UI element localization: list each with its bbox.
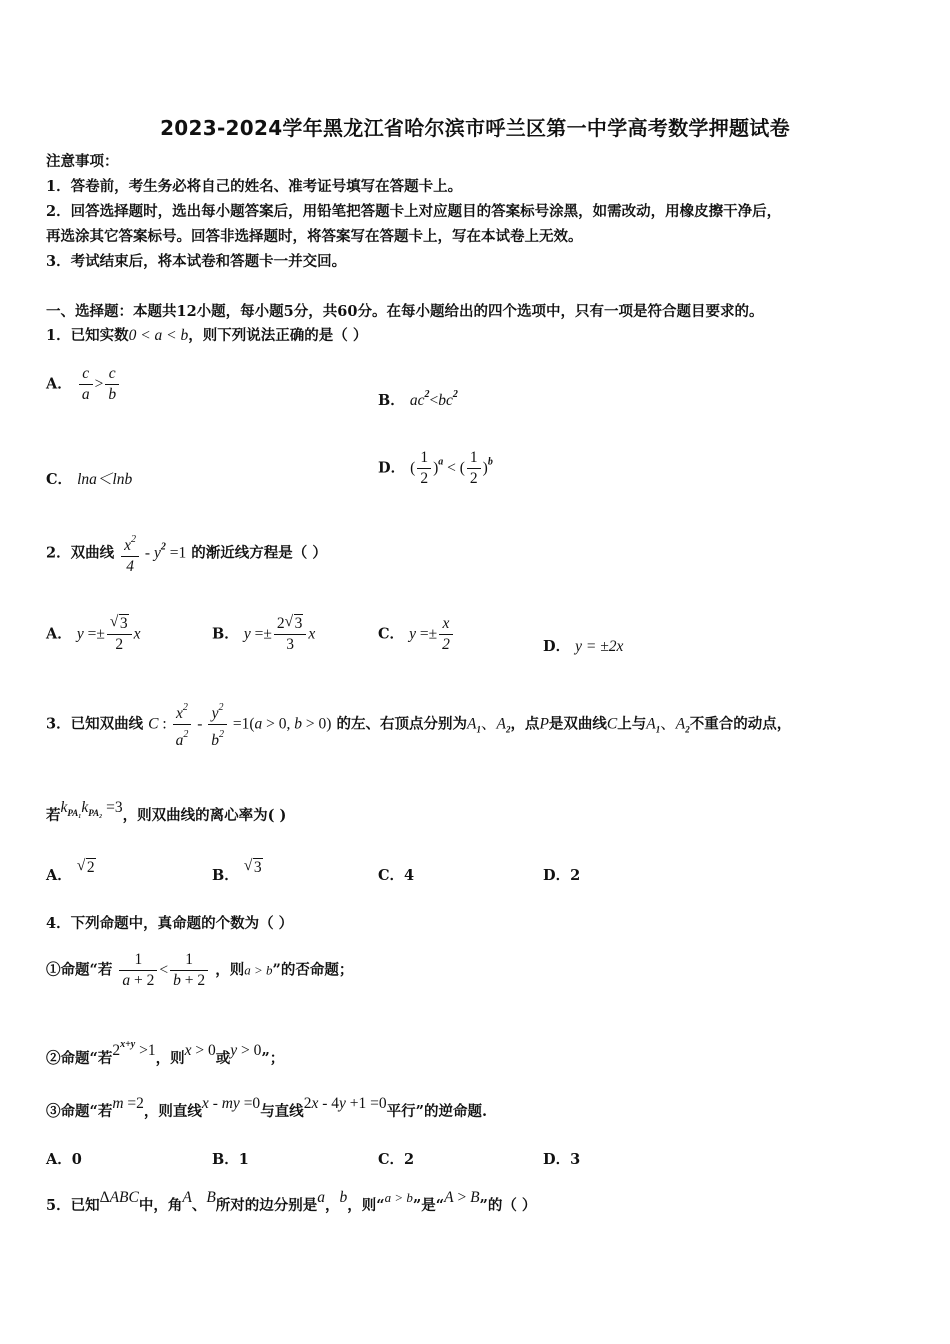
q4-option-d[interactable]: D．3 [543,1151,581,1168]
q2-option-c[interactable]: C． y =± $\frac{x}{2}$ [378,614,455,655]
notice-item-3: 3．考试结束后，将本试卷和答题卡一并交回。 [46,253,347,270]
question-4-stem: 4．下列命题中，真命题的个数为（ ） [46,915,294,932]
question-1-stem: 1．已知实数0 < a < b，则下列说法正确的是（ ） [46,327,368,344]
q1-option-a[interactable]: A． $\frac{c}{a}$ > $\frac{c}{b}$ [46,364,121,405]
q1-option-b[interactable]: B． $ac^2<bc^2$ [378,389,458,409]
q1-condition: 0 < a < b [128,327,189,344]
notice-item-2: 2．回答选择题时，选出每小题答案后，用铅笔把答题卡上对应题目的答案标号涂黑，如需改动，用橡皮擦干净后， [46,203,782,220]
q3-option-c[interactable]: C．4 [378,867,415,884]
question-2-stem: 2．双曲线 $\frac{x^2}{4}$ - $y^2 =1$ 的渐近线方程是（ ） [46,530,327,577]
q3-option-d[interactable]: D．2 [543,867,581,884]
q4-option-c[interactable]: C．2 [378,1151,415,1168]
question-3-stem-cont: 若$k_{PA_1}k_{PA_2} =3$，则双曲线的离心率为( ) [46,799,287,824]
page-title: 2023-2024学年黑龙江省哈尔滨市呼兰区第一中学高考数学押题试卷 [160,116,790,140]
q3-option-a[interactable]: A． √ 2 [46,866,96,886]
question-3-stem: 3．已知双曲线 C : $\frac{x^2}{a^2}$ - $\frac{y^2}{b^2}$ =1(a > 0, b > 0) 的左、右顶点分别为$A_1$、$A_2$，点P是双曲线C上与$A_1$、$A_2$不重合的动点， [46,698,791,751]
q2-option-d[interactable]: D． y = ±2x [543,638,624,655]
notice-item-2-cont: 再选涂其它答案标号。回答非选择题时，将答案写在答题卡上，写在本试卷上无效。 [46,228,583,245]
q4-option-b[interactable]: B．1 [212,1151,249,1168]
section-heading: 一、选择题：本题共12小题，每小题5分，共60分。在每小题给出的四个选项中，只有一项是符合题目要求的。 [46,303,764,320]
q4-proposition-2: ②命题“若$2^{x+y} >1$，则x > 0或y > 0”； [46,1039,285,1067]
q3-option-b[interactable]: B． √ 3 [212,866,263,886]
q4-proposition-3: ③命题“若m =2，则直线x - my =0与直线2x - 4y +1 =0平行”的逆命题. [46,1095,488,1120]
q4-proposition-1: ①命题“若 $\frac{1}{a + 2}$ < $\frac{1}{b + 2}$ ，则a > b”的否命题； [46,951,354,989]
notice-item-1: 1．答卷前，考生务必将自己的姓名、准考证号填写在答题卡上。 [46,178,463,195]
notice-heading: 注意事项： [46,153,119,170]
q2-option-b[interactable]: B． y =± $\frac{2√ 3}{3}$ x [212,614,315,655]
q1-option-c[interactable]: C． lna＜lnb [46,471,133,488]
question-5-stem: 5．已知ΔABC中，角A、B所对的边分别是a，b，则“a > b”是“A > B”的（ ） [46,1189,537,1214]
q2-option-a[interactable]: A． y =± √ $\frac{3}{2}$ x [46,614,140,655]
q4-option-a[interactable]: A．0 [46,1151,82,1168]
q1-option-d[interactable]: D． ( $\frac{1}{2}$ )$^a$ < ( $\frac{1}{2}$ )$^b$ [378,449,493,487]
